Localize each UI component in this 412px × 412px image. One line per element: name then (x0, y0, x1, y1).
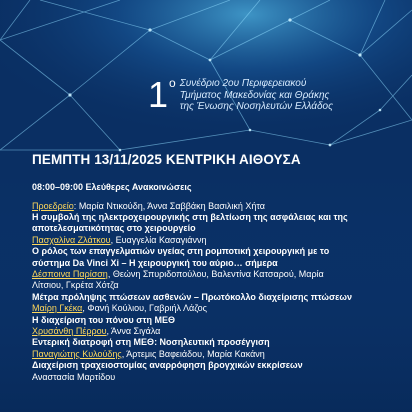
conference-title-lines (180, 78, 333, 113)
program-list (32, 182, 402, 383)
talk-authors-continued: Λίτσιου, Γκρέτα Χότζα (32, 280, 119, 291)
coauthors: , Ευαγγελία Κασαγιάννη (110, 234, 207, 245)
talk-title: Εντερική διατροφή στη ΜΕΘ: Νοσηλευτική προσέγγιση (32, 337, 270, 348)
presenter-name: Πασχαλίνα Ζλάτκου (32, 234, 111, 245)
conference-title-line: Συνέδριο 2ου Περιφερειακού (179, 78, 307, 89)
talk-authors (32, 235, 402, 246)
presenter-name: Χρυσάνθη Πέρρου (32, 325, 107, 336)
conference-title-line: Τμήματος Μακεδονίας και Θράκης (179, 89, 330, 101)
talk-title: σύστημα Da Vinci Xi – Η χειρουργική του αύριο… σήμερα (32, 257, 278, 268)
talk-title: Μέτρα πρόληψης πτώσεων ασθενών – Πρωτόκολλο διαχείρισης πτώσεων (32, 291, 353, 302)
talk-authors (32, 349, 402, 360)
talk-authors (32, 303, 402, 314)
talk-authors (32, 372, 402, 383)
presenter-name: Παναγιώτης Κυλούδης (32, 348, 122, 359)
coauthors: Αναστασία Μαρτίδου (32, 371, 116, 382)
chairs-label: Προεδρείο (32, 200, 74, 211)
talk-authors (32, 269, 402, 280)
talk-title: αποτελεσματικότητας στο χειρουργείο (32, 223, 196, 234)
time-slot: 08:00–09:00 Ελεύθερες Ανακοινώσεις (32, 182, 192, 192)
talk-authors (32, 326, 402, 337)
coauthors: , Θεώνη Σπυριδοπούλου, Βαλεντίνα Κατσαρού, Μαρία (107, 268, 324, 279)
coauthors: , Φανή Κούλιου, Γαβριήλ Λάζος (82, 303, 207, 314)
presenter-name: Μαίρη Γκέκα (32, 303, 83, 314)
conference-title (148, 74, 333, 115)
talk-title: Διαχείριση τραχειοστομίας αναρρόφηση βρογχικών εκκρίσεων (32, 360, 303, 371)
presenter-name: Δέσποινα Παρίσση (32, 268, 108, 279)
chairs-line (32, 201, 402, 212)
talk-title: Ο ρόλος των επαγγελματιών υγείας στη ρομποτική χειρουργική με το (32, 246, 330, 257)
chairs-names: Μαρία Ντικούδη, Άννα Σαββάκη Βασιλική Χήτα (78, 200, 266, 211)
conference-title-line: της Ένωσης Νοσηλευτών Ελλάδος (179, 101, 333, 112)
ordinal-superscript: ο (169, 76, 176, 90)
conference-number: 1 (148, 74, 168, 115)
talk-title: Η διαχείριση του πόνου στη ΜΕΘ (32, 314, 175, 325)
coauthors: , Άρτεμις Βαφειάδου, Μαρία Κακάνη (121, 348, 265, 359)
coauthors: , Άννα Σιγάλα (106, 325, 161, 336)
talk-title: Η συμβολή της ηλεκτροχειρουργικής στη βελτίωση της ασφάλειας και της (32, 211, 348, 222)
chairs-separator: : (73, 200, 79, 211)
day-heading: ΠΕΜΠΤΗ 13/11/2025 ΚΕΝΤΡΙΚΗ ΑΙΘΟΥΣΑ (32, 152, 301, 167)
